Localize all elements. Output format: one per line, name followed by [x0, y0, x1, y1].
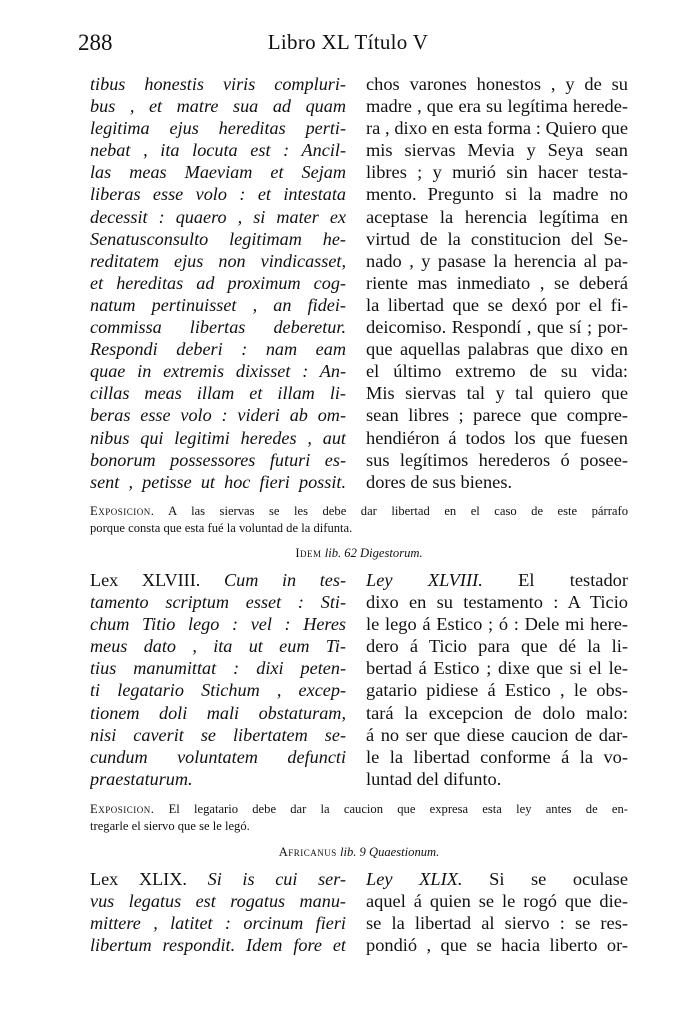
text-line: madre , que era su legítima herede- [366, 96, 628, 117]
text-line: beras esse volo : videri ab om- [90, 405, 346, 426]
text-line: nebat , ita locuta est : Ancil- [90, 140, 346, 161]
text-line: reditatem ejus non vindicasset, [90, 250, 346, 271]
ley-number: Ley XLIX. [366, 869, 463, 889]
text-line: Senatusconsulto legitimam he- [90, 228, 346, 249]
text-line: sent , petisse ut hoc fieri possit. [90, 471, 346, 492]
text-line: meus dato , ita ut eum Ti- [90, 636, 346, 657]
source-author: Idem [295, 546, 322, 560]
text-line: le lego á Estico ; ó : Dele mi here- [366, 614, 628, 635]
text-line: nado , y pasase la herencia al pa- [366, 250, 628, 271]
text-line: hendiéron á todos los que fuesen [366, 427, 628, 448]
lex-number: Lex XLIX. [90, 869, 187, 889]
text-line: sean libres ; parece que compre- [366, 405, 628, 426]
source-author: Africanus [278, 845, 337, 859]
ley-first-text: El testador [518, 570, 628, 590]
text-line: aceptase la herencia legítima en [366, 206, 628, 227]
note-line: El legatario debe dar la caucion que expresa esta ley antes de en- [168, 802, 628, 816]
text-line: gatario pidiese á Estico , le obs- [366, 680, 628, 701]
page-number: 288 [78, 30, 113, 55]
exposicion-note-1 [90, 503, 628, 537]
text-line: dixo en su testamento : A Ticio [366, 592, 628, 613]
text-line: et hereditas ad proximum cog- [90, 272, 346, 293]
text-line: cundum voluntatem defuncti [90, 746, 346, 767]
source-citation-2 [90, 845, 628, 860]
text-line: dores de sus bienes. [366, 471, 513, 492]
lex-first-text: Si is cui ser- [207, 869, 346, 889]
spanish-column-section1 [366, 73, 628, 493]
text-line: luntad del difunto. [366, 768, 502, 789]
ley-heading-line [366, 569, 628, 591]
text-line: sus legítimos herederos ó posee- [366, 449, 628, 470]
ley-first-text: Si se oculase [489, 869, 628, 889]
text-line: vus legatus est rogatus manu- [90, 891, 346, 912]
ley-number: Ley XLVIII. [366, 570, 483, 590]
text-line: mis siervas Mevia y Seya sean [366, 140, 628, 161]
exposicion-note-2 [90, 801, 628, 835]
note-line: A las siervas se les debe dar libertad en el caso de este párrafo [168, 504, 628, 518]
text-line: tius manumittat : dixi peten- [90, 658, 346, 679]
source-book: lib. 9 Quaestionum. [339, 845, 440, 859]
text-line: las meas Maeviam et Sejam [90, 162, 346, 183]
text-line: tibus honestis viris compluri- [90, 74, 346, 94]
text-line: dero á Ticio para que dé la li- [366, 636, 628, 657]
spanish-column-lex49 [366, 868, 628, 956]
text-line: nisi caverit se libertatem se- [90, 724, 346, 745]
source-book: lib. 62 Digestorum. [324, 546, 423, 560]
text-line: natum pertinuisset , an fidei- [90, 294, 346, 315]
text-line: libertum respondit. Idem fore et [90, 935, 346, 956]
text-line: ti legatario Stichum , excep- [90, 680, 346, 701]
text-line: Respondi deberi : nam eam [90, 339, 346, 360]
text-line: legitima ejus hereditas perti- [90, 118, 346, 139]
text-line: bertad á Estico ; dixe que si el le- [366, 658, 628, 679]
text-line: le la libertad conforme á la vo- [366, 746, 628, 767]
text-line: pondió , que se hacia liberto or- [366, 935, 628, 956]
page-header [78, 30, 618, 70]
text-line: liberas esse volo : et intestata [90, 184, 346, 205]
text-line: riente mas inmediato , se deberá [366, 272, 628, 293]
text-line: el último extremo de su vida: [366, 361, 628, 382]
text-line: Mis siervas tal y tal quiero que [366, 383, 628, 404]
text-line: virtud de la constitucion del Se- [366, 228, 628, 249]
text-line: ra , dixo en esta forma : Quiero que [366, 118, 628, 139]
text-line: mento. Pregunto si la madre no [366, 184, 628, 205]
text-line: aquel á quien se le rogó que die- [366, 891, 628, 912]
latin-column-section1 [90, 73, 346, 493]
note-label: Exposicion. [90, 802, 155, 816]
text-line: tará la excepcion de dolo malo: [366, 702, 628, 723]
text-line: mittere , latitet : orcinum fieri [90, 913, 346, 934]
source-citation-1 [90, 546, 628, 561]
text-line: libres ; y murió sin hacer testa- [366, 162, 628, 183]
text-line: bus , et matre sua ad quam [90, 96, 346, 117]
text-line: la libertad que se dexó por el fi- [366, 294, 628, 315]
ley-heading-line [366, 868, 628, 890]
text-line: tionem doli mali obstaturam, [90, 702, 346, 723]
text-line: nibus qui legitimi heredes , aut [90, 427, 346, 448]
text-line: quae in extremis dixisset : An- [90, 361, 346, 382]
text-line: decessit : quaero , si mater ex [90, 206, 346, 227]
lex-number: Lex XLVIII. [90, 570, 201, 590]
note-line: porque consta que esta fué la voluntad de la difunta. [90, 521, 353, 535]
text-line: á no ser que diese caucion de dar- [366, 724, 628, 745]
latin-column-lex48 [90, 569, 346, 790]
text-line: deicomiso. Respondí , que sí ; por- [366, 317, 628, 338]
text-line: tamento scriptum esset : Sti- [90, 592, 346, 613]
text-line: bonorum possessores futuri es- [90, 449, 346, 470]
text-line: praestaturum. [90, 768, 193, 789]
note-label: Exposicion. [90, 504, 155, 518]
text-line: commissa libertas deberetur. [90, 317, 346, 338]
lex-heading-line [90, 868, 346, 890]
text-line: chum Titio lego : vel : Heres [90, 614, 346, 635]
text-line: chos varones honestos , y de su [366, 74, 628, 94]
text-line: que aquellas palabras que dixo en [366, 339, 628, 360]
text-line: cillas meas illam et illam li- [90, 383, 346, 404]
spanish-column-lex48 [366, 569, 628, 790]
lex-first-text: Cum in tes- [223, 570, 346, 590]
note-line: tregarle el siervo que se le legó. [90, 819, 250, 833]
text-line: se la libertad al siervo : se res- [366, 913, 628, 934]
running-title: Libro XL Título V [267, 30, 429, 54]
latin-column-lex49 [90, 868, 346, 956]
lex-heading-line [90, 569, 346, 591]
